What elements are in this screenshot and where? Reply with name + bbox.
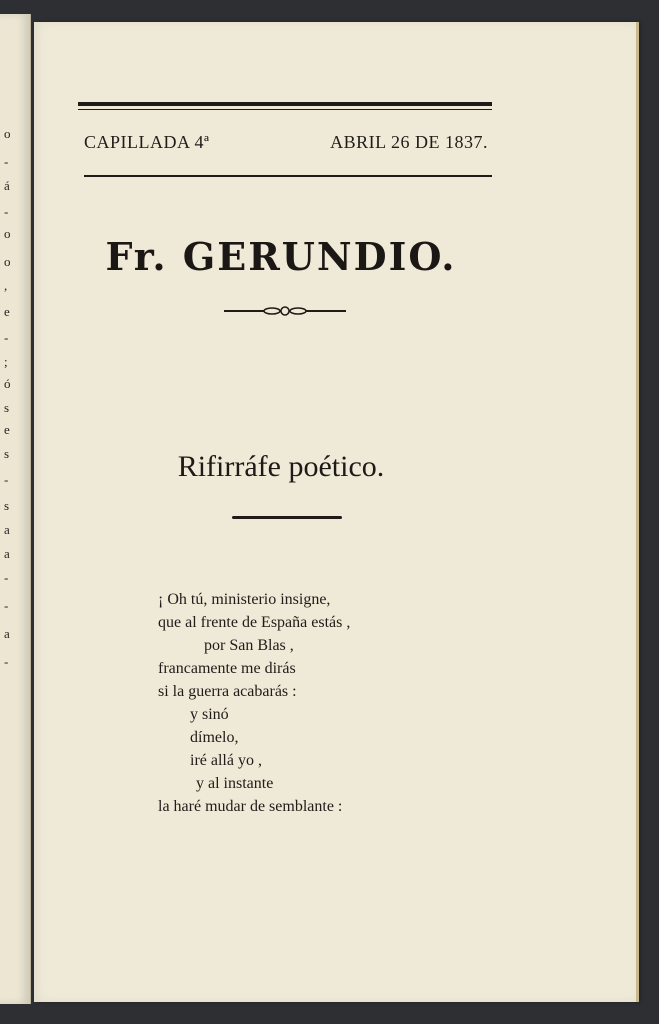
document-page xyxy=(34,22,639,1002)
facing-page-glyph: a xyxy=(4,546,10,561)
facing-page-glyph: s xyxy=(4,400,10,415)
section-rule xyxy=(232,516,342,519)
facing-page-glyph: e xyxy=(4,422,10,437)
facing-page-glyph: ; xyxy=(4,354,8,369)
poem-line: y sinó xyxy=(190,706,229,723)
facing-page-glyph: e xyxy=(4,304,10,319)
facing-page-glyph: o xyxy=(4,254,11,269)
facing-page-glyph: s xyxy=(4,498,10,513)
poem-line: que al frente de España estás , xyxy=(158,614,351,631)
poem-line: la haré mudar de semblante : xyxy=(158,798,343,815)
facing-page-glyph: - xyxy=(4,330,9,345)
facing-page-glyph: ó xyxy=(4,376,11,391)
header-line xyxy=(84,132,488,153)
facing-page-glyph: a xyxy=(4,626,10,641)
poem-line: ¡ Oh tú, ministerio insigne, xyxy=(158,591,331,608)
facing-page-glyph: o xyxy=(4,126,11,141)
facing-page-glyph: , xyxy=(4,278,8,293)
facing-page-glyph: á xyxy=(4,178,10,193)
issue-label: CAPILLADA 4ª xyxy=(84,132,210,152)
poem-line: por San Blas , xyxy=(204,637,294,654)
poem-line: si la guerra acabarás : xyxy=(158,683,297,700)
poem-title: Rifirráfe poético. xyxy=(177,450,385,483)
facing-page-glyph: - xyxy=(4,154,9,169)
page-title: Fr. GERUNDIO. xyxy=(105,234,457,279)
header-double-rule xyxy=(78,102,492,110)
poem-stanza xyxy=(158,588,350,818)
poem-line: y al instante xyxy=(196,775,274,792)
poem-line: dímelo, xyxy=(190,729,239,746)
facing-page-glyph: - xyxy=(4,598,9,613)
poem-line: iré allá yo , xyxy=(190,752,262,769)
ornament-divider xyxy=(224,306,346,316)
facing-page-glyph: a xyxy=(4,522,10,537)
header-rule xyxy=(84,175,492,177)
poem-line: francamente me dirás xyxy=(158,660,296,677)
facing-page-edge xyxy=(0,14,31,1004)
facing-page-glyph: - xyxy=(4,570,9,585)
facing-page-glyph: - xyxy=(4,204,9,219)
facing-page-glyph: s xyxy=(4,446,10,461)
facing-page-glyph: o xyxy=(4,226,11,241)
facing-page-glyph: - xyxy=(4,654,9,669)
facing-page-glyph: - xyxy=(4,472,9,487)
issue-date: ABRIL 26 DE 1837. xyxy=(330,132,488,152)
